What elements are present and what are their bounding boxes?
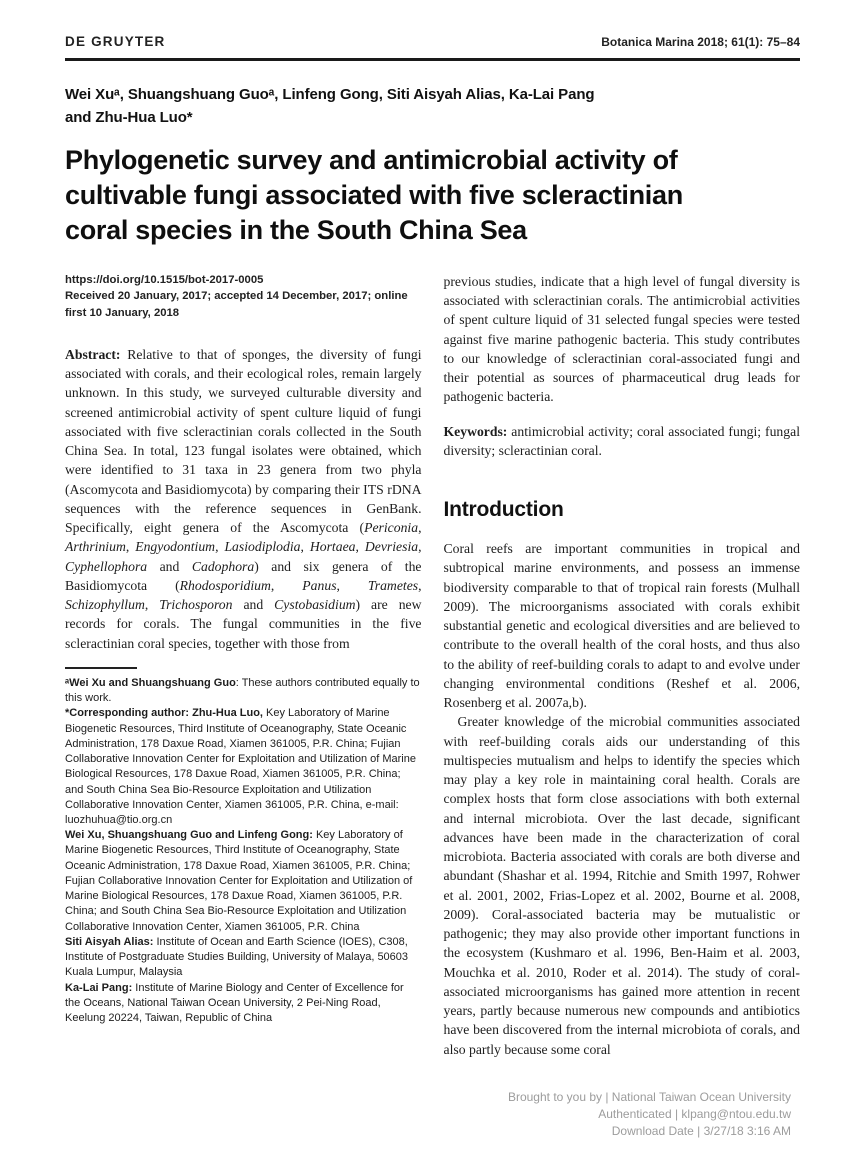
stamp-authenticated: Authenticated | klpang@ntou.edu.tw [598, 1107, 791, 1122]
abstract-continuation: previous studies, indicate that a high level of fungal diversity is associated with scleractinian corals. The antimicrobial activities of spent culture liquid of 31 selected fungal species were tested against five marine pathogenic bacteria. This study contributes to our knowledge of scleractinian coral-associated fungi and their potential as sources of pharmaceutical drug leads for pathogenic bacteria. [443, 273, 800, 405]
stamp-provider: Brought to you by | National Taiwan Ocean University [507, 1090, 791, 1104]
author-list [65, 83, 800, 130]
doi-link: https://doi.org/10.1515/bot-2017-0005 [65, 273, 264, 286]
introduction-paragraph-1: Coral reefs are important communities in tropical and subtropical marine environments, and possess an immense biodiversity comparable to that of tropical rain forests (Mulhall 2009). The microorganisms associated with corals exhibit substantial genetic and ecological diversities and are believed to contribute to the overall health of the coral hosts, and thus also to the ability of reef-building corals to adapt to and evolve under changing environmental conditions (Reshef et al. 2006, Rosenberg et al. 2007a,b). [443, 541, 800, 711]
title-line-2: cultivable fungi associated with five scleractinian [65, 179, 683, 210]
right-column [444, 272, 801, 1059]
author-line-1: Wei Xuᵃ, Shuangshuang Guoᵃ, Linfeng Gong, Siti Aisyah Alias, Ka-Lai Pang [65, 86, 595, 103]
article-history: Received 20 January, 2017; accepted 14 December, 2017; online first 10 January, 2018 [65, 290, 408, 319]
download-stamp [508, 1089, 791, 1140]
footnote-corresponding-author: *Corresponding author: Zhu-Hua Luo, Key Laboratory of Marine Biogenetic Resources, Third Institute of Oceanography, State Oceanic Administration, 178 Daxue Road, Xiamen 361005, P.R. China; Fujian Collaborative Innovation Center for Exploitation and Utilization of Marine Biological Resources, 178 Daxue Road, Xiamen 361005, P.R. China; and South China Sea Bio-Resource Exploitation and Utilization Collaborative Innovation Center, Xiamen 361005, P.R. China, e-mail: luozhuhua@tio.org.cn [65, 707, 416, 827]
abstract-paragraph: Abstract: Relative to that of sponges, the diversity of fungi associated with corals, and their ecological roles, remain largely unknown. In this study, we surveyed culturable diversity and screened antimicrobial activity of spent culture liquid of fungi associated with five scleractinian corals collected in the South China Sea. In total, 123 fungal isolates were obtained, which were identified to 31 taxa in 23 genera from two phyla (Ascomycota and Basidiomycota) by comparing their ITS rDNA sequences with the reference sequences in GenBank. Specifically, eight genera of the Ascomycota (Periconia, Arthrinium, Engyodontium, Lasiodiplodia, Hortaea, Devriesia, Cyphellophora and Cadophora) and six genera of the Basidiomycota (Rhodosporidium, Panus, Trametes, Schizophyllum, Trichosporon and Cystobasidium) are new records for corals. The fungal communities in the five scleractinian coral species, together with those from [65, 346, 422, 651]
publisher-name: DE GRUYTER [65, 34, 166, 49]
section-heading-introduction: Introduction [443, 498, 564, 522]
title-line-1: Phylogenetic survey and antimicrobial activity of [65, 144, 678, 175]
keywords-paragraph: Keywords: antimicrobial activity; coral associated fungi; fungal diversity; scleractinian coral. [443, 423, 800, 458]
stamp-download-date: Download Date | 3/27/18 3:16 AM [611, 1124, 791, 1139]
article-title [65, 143, 800, 248]
journal-citation: Botanica Marina 2018; 61(1): 75–84 [601, 35, 800, 49]
header-rule [65, 58, 800, 61]
title-line-3: coral species in the South China Sea [65, 214, 527, 245]
footnote-block [65, 667, 422, 1026]
left-column [65, 272, 422, 1059]
doi-block [65, 272, 422, 321]
footnote-affiliation-alias: Siti Aisyah Alias: Institute of Ocean and Earth Science (IOES), C308, Institute of Postgraduate Studies Building, University of Malaya, 50603 Kuala Lumpur, Malaysia [65, 935, 409, 979]
footnote-affiliation-xu-guo-gong: Wei Xu, Shuangshuang Guo and Linfeng Gong: Key Laboratory of Marine Biogenetic Resources, Third Institute of Oceanography, State Oceanic Administration, 178 Daxue Road, Xiamen 361005, P.R. China; Fujian Collaborative Innovation Center for Exploitation and Utilization of Marine Biological Resources, 178 Daxue Road, Xiamen 361005, P.R. China; and South China Sea Bio-Resource Exploitation and Utilization Collaborative Innovation Center, Xiamen 361005, P.R. China [65, 829, 413, 933]
page-header [65, 34, 800, 49]
introduction-paragraph-2: Greater knowledge of the microbial communities associated with reef-building corals aids our understanding of this multispecies mutualism and helps to identify the species which may play a key role in maintaining coral health. Corals are complex hosts that form close associations with both external and internal microbiota. Over the last decade, significant advances have been made in the characterization of coral microbiota. Bacteria associated with corals are both diverse and abundant (Shashar et al. 1994, Ritchie and Smith 1997, Rohwer et al. 2001, 2002, Frias-Lopez et al. 2002, Bourne et al. 2008, 2009). Coral-associated bacteria may be mutualistic or pathogenic; they may also provide other important functions in the ecosystem (Kushmaro et al. 1996, Ben-Haim et al. 2003, Mouchka et al. 2010, Roder et al. 2014). The study of coral-associated microorganisms has gained more attention in recent years, partly because numerous new compounds and antibiotics have been discovered from the internal microbiota of corals, and also partly because some coral [443, 714, 800, 1057]
footnote-affiliation-pang: Ka-Lai Pang: Institute of Marine Biology and Center of Excellence for the Oceans, National Taiwan Ocean University, 2 Pei-Ning Road, Keelung 20224, Taiwan, Republic of China [65, 981, 404, 1025]
footnote-rule [65, 667, 137, 669]
author-line-2: and Zhu-Hua Luo* [65, 109, 193, 127]
two-column-body [65, 272, 800, 1059]
footnote-equal-contribution: ᵃWei Xu and Shuangshuang Guo: These authors contributed equally to this work. [65, 676, 420, 705]
